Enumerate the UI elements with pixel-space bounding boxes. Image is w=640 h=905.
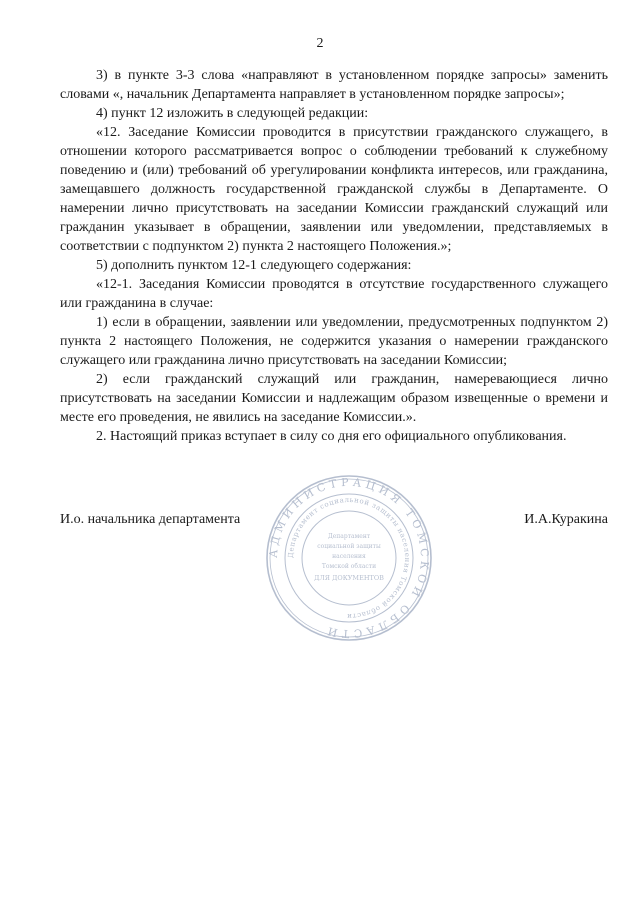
signatory-position: И.о. начальника департамента xyxy=(60,512,241,527)
paragraph-item-4: 4) пункт 12 изложить в следующей редакции: xyxy=(96,106,369,121)
official-seal xyxy=(265,474,433,642)
seal-center-line-1: Департамент xyxy=(327,533,371,540)
page-number: 2 xyxy=(316,36,324,51)
paragraph-point-12-1: «12-1. Заседания Комиссии проводятся в отсутствие государственного служащего или гражданина в случае: xyxy=(60,277,608,311)
seal-outer-text: АДМИНИСТРАЦИЯ ТОМСКОЙ ОБЛАСТИ xyxy=(266,475,432,641)
signatory-name: И.А.Куракина xyxy=(524,512,608,527)
seal-center-line-2: социальной защиты xyxy=(317,543,381,550)
paragraph-subpoint-2: 2) если гражданский служащий или гражданин, намеревающиеся лично присутствовать на заседании Комиссии и надлежащим образом извещенные о времени и месте его проведения, не явились на заседание Комиссии.». xyxy=(60,372,608,425)
paragraph-effective-date: 2. Настоящий приказ вступает в силу со дня его официального опубликования. xyxy=(96,429,567,444)
paragraph-point-12: «12. Заседание Комиссии проводится в присутствии гражданского служащего, в отношении которого рассматривается вопрос о соблюдении требований к служебному поведению и (или) требований об урегулировании конфликта интересов, или гражданина, замещавшего должность государственной гражданской службы в Департаменте. О намерении лично присутствовать на заседании Комиссии гражданский служащий или гражданин указывает в обращении, заявлении или уведомлении, представляемых в соответствии с подпунктом 2) пункта 2 настоящего Положения.»; xyxy=(60,125,608,254)
seal-center-line-4: Томской области xyxy=(321,563,377,570)
seal-center-line-3: населения xyxy=(332,553,366,560)
seal-inner-text: Департамент социальной защиты населения Томской области xyxy=(286,495,412,621)
paragraph-item-5: 5) дополнить пунктом 12-1 следующего содержания: xyxy=(96,258,412,273)
seal-center-line-5: ДЛЯ ДОКУМЕНТОВ xyxy=(314,574,384,582)
paragraph-item-3: 3) в пункте 3-3 слова «направляют в установленном порядке запросы» заменить словами «, начальник Департамента направляет в установленном порядке запросы»; xyxy=(60,68,608,102)
document-body xyxy=(60,66,608,446)
paragraph-subpoint-1: 1) если в обращении, заявлении или уведомлении, предусмотренных подпунктом 2) пункта 2 настоящего Положения, не содержится указания о намерении гражданского служащего или гражданина лично присутствовать на заседании Комиссии; xyxy=(60,315,608,368)
